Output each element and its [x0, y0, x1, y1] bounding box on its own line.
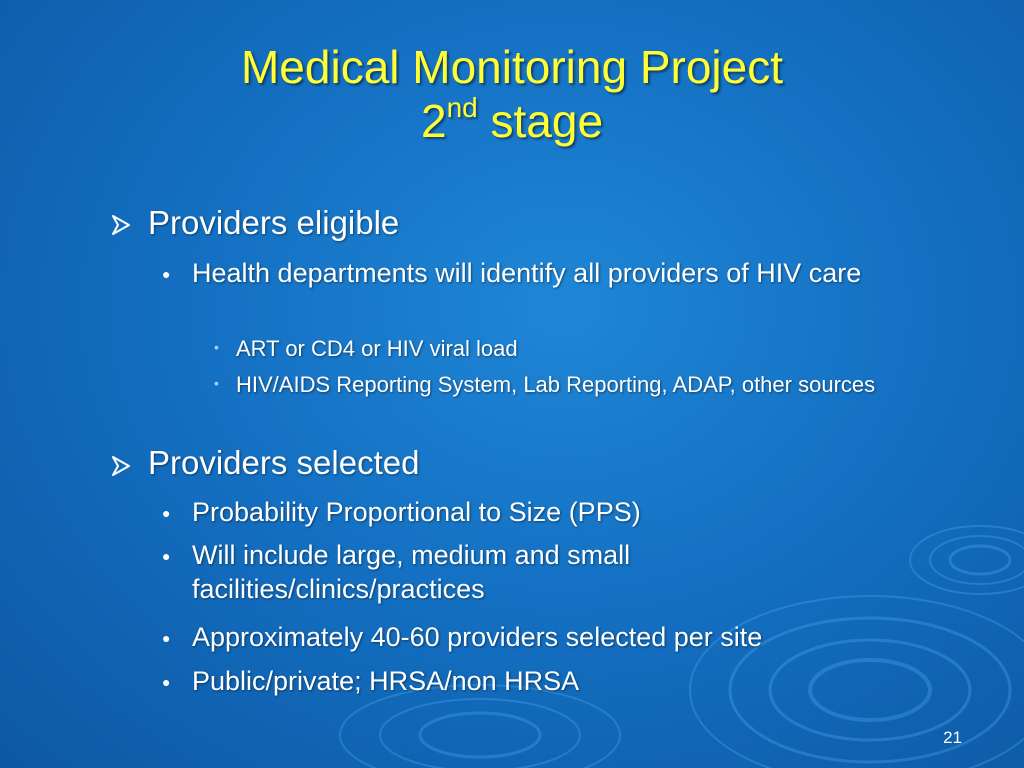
bullet-providers-selected: Providers selected	[148, 444, 420, 481]
dot-icon: •	[214, 375, 219, 391]
bullet-large-medium-small: Will include large, medium and small facilities/clinics/practices	[192, 540, 631, 604]
disc-icon: ●	[162, 266, 171, 282]
bullet-public-private: Public/private; HRSA/non HRSA	[192, 666, 580, 696]
bullet-approximately: Approximately 40-60 providers selected per site	[192, 622, 763, 652]
bullet-providers-eligible: Providers eligible	[148, 204, 400, 241]
bullet-art-cd4: ART or CD4 or HIV viral load	[236, 336, 518, 361]
disc-icon: ●	[162, 505, 171, 521]
page-number: 21	[943, 728, 962, 747]
arrowhead-icon	[110, 455, 132, 477]
bullet-pps: Probability Proportional to Size (PPS)	[192, 497, 641, 527]
title-ordinal-number: 2	[420, 95, 447, 147]
dot-icon: •	[214, 339, 219, 355]
disc-icon: ●	[162, 548, 171, 564]
disc-icon: ●	[162, 674, 171, 690]
bullet-reporting-system: HIV/AIDS Reporting System, Lab Reporting, ADAP, other sources	[236, 372, 876, 397]
title-line-1: Medical Monitoring Project	[240, 41, 783, 93]
title-stage-word: stage	[477, 95, 604, 147]
arrowhead-icon	[110, 214, 132, 236]
bullet-health-departments: Health departments will identify all providers of HIV care	[192, 258, 862, 288]
title-ordinal-suffix: nd	[446, 92, 478, 123]
disc-icon: ●	[162, 630, 171, 646]
